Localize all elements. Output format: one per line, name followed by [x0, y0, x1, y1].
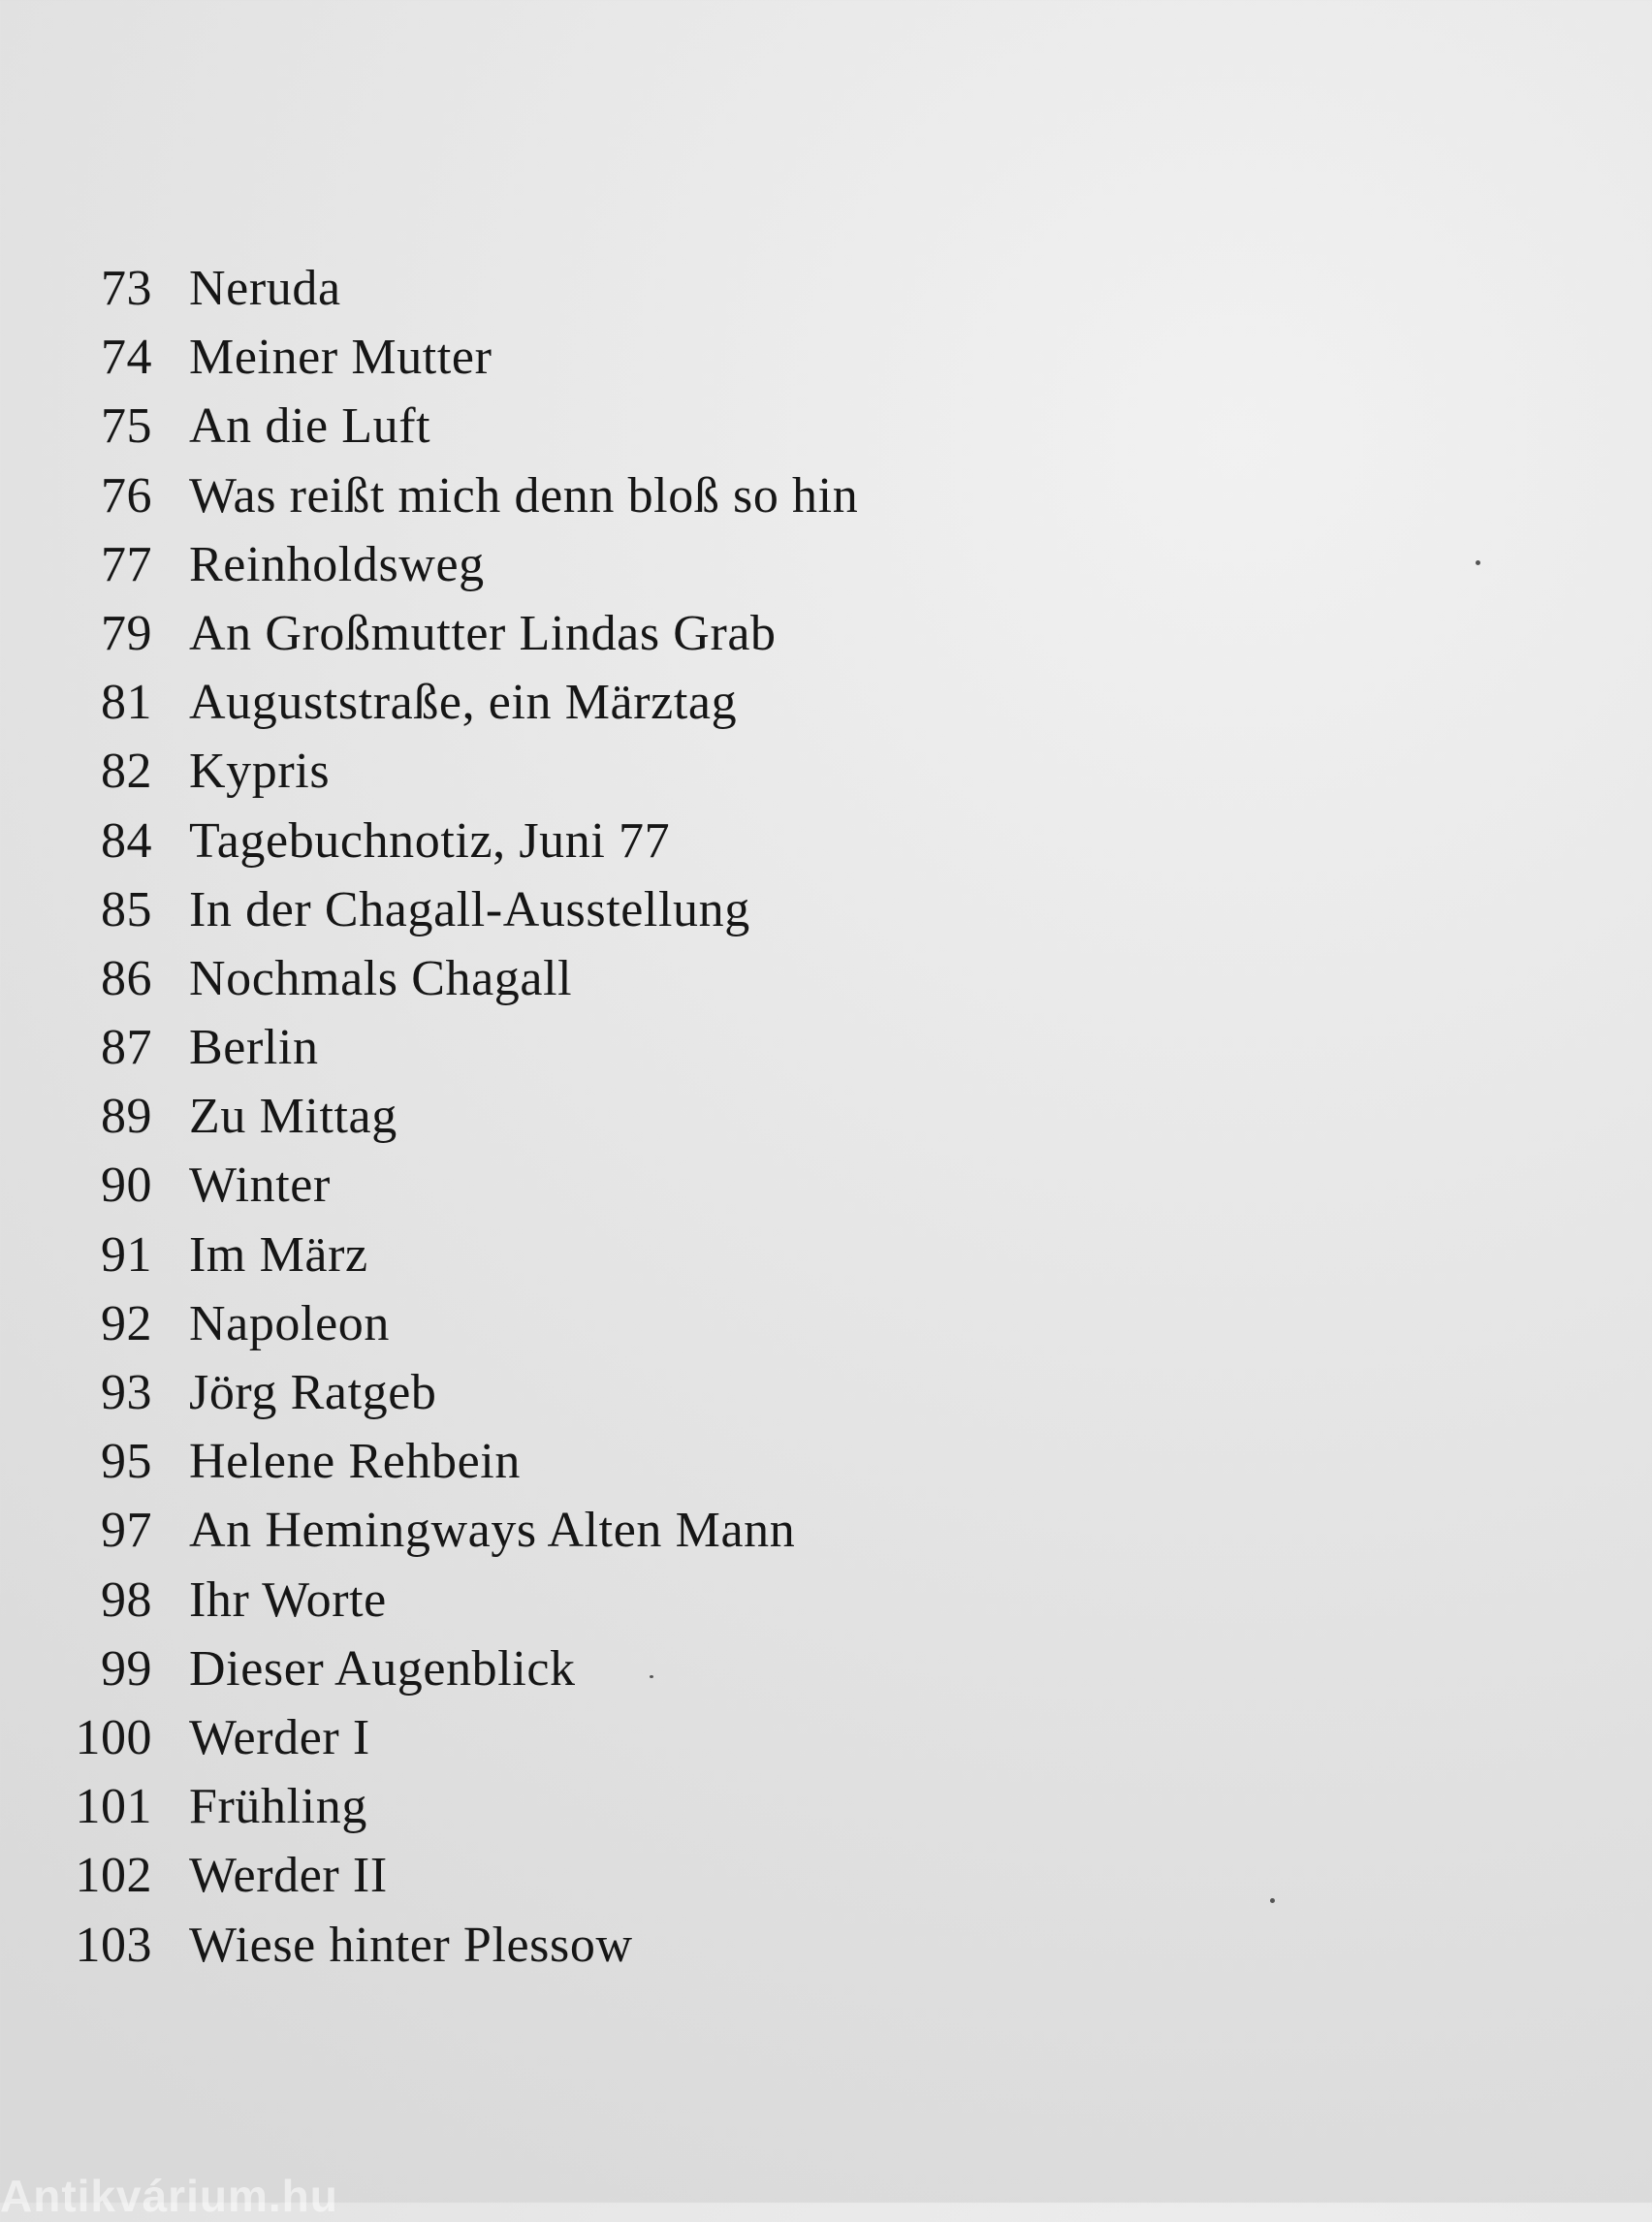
- entry-title: Frühling: [189, 1779, 367, 1835]
- entry-title: Reinholdsweg: [189, 536, 485, 592]
- entry-title: Was reißt mich denn bloß so hin: [189, 467, 859, 524]
- toc-entry: [0, 1911, 1652, 1980]
- page-number: 92: [101, 1295, 152, 1351]
- toc-entry: [0, 254, 1652, 323]
- page-number: 95: [101, 1434, 152, 1490]
- page-number: 75: [101, 398, 152, 455]
- entry-title: Jörg Ratgeb: [189, 1365, 437, 1420]
- page-number: 90: [101, 1158, 152, 1214]
- entry-title: Werder I: [189, 1709, 370, 1765]
- page-number: 89: [101, 1089, 152, 1145]
- toc-entry: [0, 392, 1652, 460]
- toc-entry: [0, 875, 1652, 944]
- toc-entry: [0, 1427, 1652, 1496]
- page-number: 103: [75, 1917, 152, 1973]
- toc-entry: [0, 530, 1652, 599]
- toc-entry: [0, 1358, 1652, 1427]
- page-number: 93: [101, 1365, 152, 1420]
- page-number: 84: [101, 812, 152, 869]
- page-number: 97: [101, 1503, 152, 1559]
- page-number: 77: [101, 536, 152, 592]
- page-number: 74: [101, 330, 152, 386]
- entry-title: Meiner Mutter: [189, 330, 492, 386]
- entry-title: An Hemingways Alten Mann: [189, 1503, 796, 1559]
- toc-entry: [0, 1221, 1652, 1289]
- page-number: 81: [101, 675, 152, 731]
- entry-title: In der Chagall-Ausstellung: [189, 881, 750, 937]
- toc-entry: [0, 461, 1652, 530]
- entry-title: Dieser Augenblick: [189, 1640, 576, 1697]
- entry-title: An die Luft: [189, 398, 431, 455]
- toc-entry: [0, 807, 1652, 875]
- toc-entry: [0, 1703, 1652, 1772]
- page-number: 101: [75, 1779, 152, 1835]
- page-number: 79: [101, 605, 152, 661]
- entry-title: Ihr Worte: [189, 1571, 387, 1628]
- toc-entry: [0, 323, 1652, 392]
- paper-speck: [650, 1675, 653, 1678]
- paper-speck: [1476, 560, 1480, 565]
- entry-title: Winter: [189, 1158, 331, 1214]
- watermark: Antikvárium.hu: [0, 2171, 338, 2221]
- page-number: 76: [101, 467, 152, 524]
- entry-title: Kypris: [189, 744, 331, 800]
- page-number: 82: [101, 744, 152, 800]
- entry-title: Nochmals Chagall: [189, 950, 573, 1006]
- page-number: 100: [75, 1709, 152, 1765]
- entry-title: Wiese hinter Plessow: [189, 1917, 633, 1973]
- entry-title: Auguststraße, ein Märztag: [189, 675, 738, 731]
- page-number: 102: [75, 1848, 152, 1904]
- page-number: 86: [101, 950, 152, 1006]
- toc-entry: [0, 1772, 1652, 1841]
- toc-entry: [0, 599, 1652, 668]
- entry-title: Werder II: [189, 1848, 388, 1904]
- toc-entry: [0, 1013, 1652, 1082]
- paper-speck: [1270, 1898, 1275, 1903]
- page-number: 99: [101, 1640, 152, 1697]
- toc-entry: [0, 1289, 1652, 1358]
- toc-entry: [0, 1635, 1652, 1703]
- toc-entry: [0, 668, 1652, 737]
- toc-entry: [0, 1496, 1652, 1565]
- toc-entry: [0, 944, 1652, 1013]
- toc-entry: [0, 737, 1652, 806]
- page-number: 85: [101, 881, 152, 937]
- entry-title: Neruda: [189, 261, 341, 316]
- entry-title: Im März: [189, 1226, 368, 1283]
- entry-title: Berlin: [189, 1020, 319, 1076]
- entry-title: Tagebuchnotiz, Juni 77: [189, 812, 671, 869]
- page-number: 98: [101, 1571, 152, 1628]
- entry-title: An Großmutter Lindas Grab: [189, 605, 777, 661]
- page-number: 91: [101, 1226, 152, 1283]
- toc-entry: [0, 1151, 1652, 1220]
- entry-title: Helene Rehbein: [189, 1434, 521, 1490]
- table-of-contents: [0, 254, 1652, 1980]
- entry-title: Zu Mittag: [189, 1089, 397, 1145]
- toc-entry: [0, 1841, 1652, 1910]
- toc-entry: [0, 1082, 1652, 1151]
- toc-entry: [0, 1566, 1652, 1635]
- page-number: 87: [101, 1020, 152, 1076]
- page-number: 73: [101, 261, 152, 316]
- entry-title: Napoleon: [189, 1295, 390, 1351]
